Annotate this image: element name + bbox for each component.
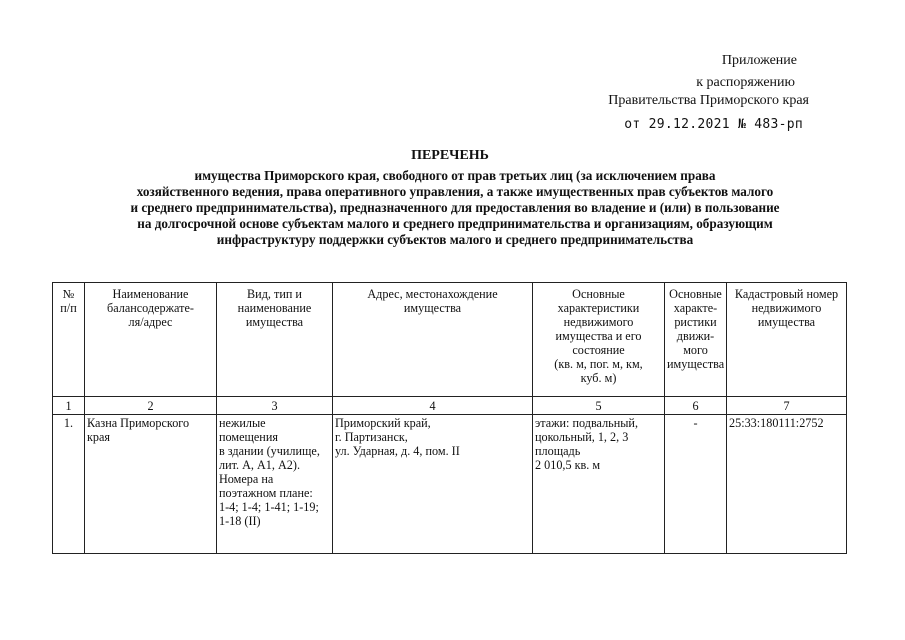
column-number-row [53,397,847,415]
page-subtitle [70,168,840,248]
cell-cadastral-number: 25:33:180111:2752 [727,415,847,554]
subtitle-line: имущества Приморского края, свободного от прав третьих лиц (за исключением права [194,168,716,183]
header-number: № п/п [53,283,85,397]
column-number: 4 [333,397,533,415]
cell-movable-characteristics: - [665,415,727,554]
appendix-label: Приложение [721,53,797,68]
appendix-order-ref: к распоряжению [696,75,795,90]
header-realty-characteristics: Основные характеристики недвижимого имущества и его состояние (кв. м, пог. м, км, куб. м) [533,283,665,397]
appendix-authority: Правительства Приморского края [608,93,809,108]
header-cadastral-number: Кадастровый номер недвижимого имущества [727,283,847,397]
column-number: 7 [727,397,847,415]
subtitle-line: на долгосрочной основе субъектам малого и среднего предпринимательства и организациям, образующим [137,216,773,231]
subtitle-line: хозяйственного ведения, права оперативного управления, а также имущественных прав субъектов малого [136,184,774,199]
cell-number: 1. [53,415,85,554]
header-movable-characteristics: Основные характе- ристики движи- мого имущества [665,283,727,397]
column-number: 1 [53,397,85,415]
column-number: 5 [533,397,665,415]
table-header-row [53,283,847,397]
column-number: 3 [217,397,333,415]
header-holder: Наименование балансодержате- ля/адрес [85,283,217,397]
appendix-date-number: от 29.12.2021 № 483-рп [624,117,803,132]
page-title: ПЕРЕЧЕНЬ [411,148,489,163]
cell-type: нежилые помещения в здании (училище, лит. А, А1, А2). Номера на поэтажном плане: 1-4; 1-4; 1-41; 1-19; 1-18 (II) [217,415,333,554]
cell-holder: Казна Приморского края [85,415,217,554]
cell-address: Приморский край, г. Партизанск, ул. Ударная, д. 4, пом. II [333,415,533,554]
appendix-block [608,52,809,134]
column-number: 2 [85,397,217,415]
header-address: Адрес, местонахождение имущества [333,283,533,397]
cell-realty-characteristics: этажи: подвальный, цокольный, 1, 2, 3 площадь 2 010,5 кв. м [533,415,665,554]
property-table [52,282,847,554]
column-number: 6 [665,397,727,415]
table-row [53,415,847,554]
header-type: Вид, тип и наименование имущества [217,283,333,397]
subtitle-line: инфраструктуру поддержки субъектов малого и среднего предпринимательства [216,232,694,247]
subtitle-line: и среднего предпринимательства), предназначенного для предоставления во владение и (или) в пользование [130,200,780,215]
